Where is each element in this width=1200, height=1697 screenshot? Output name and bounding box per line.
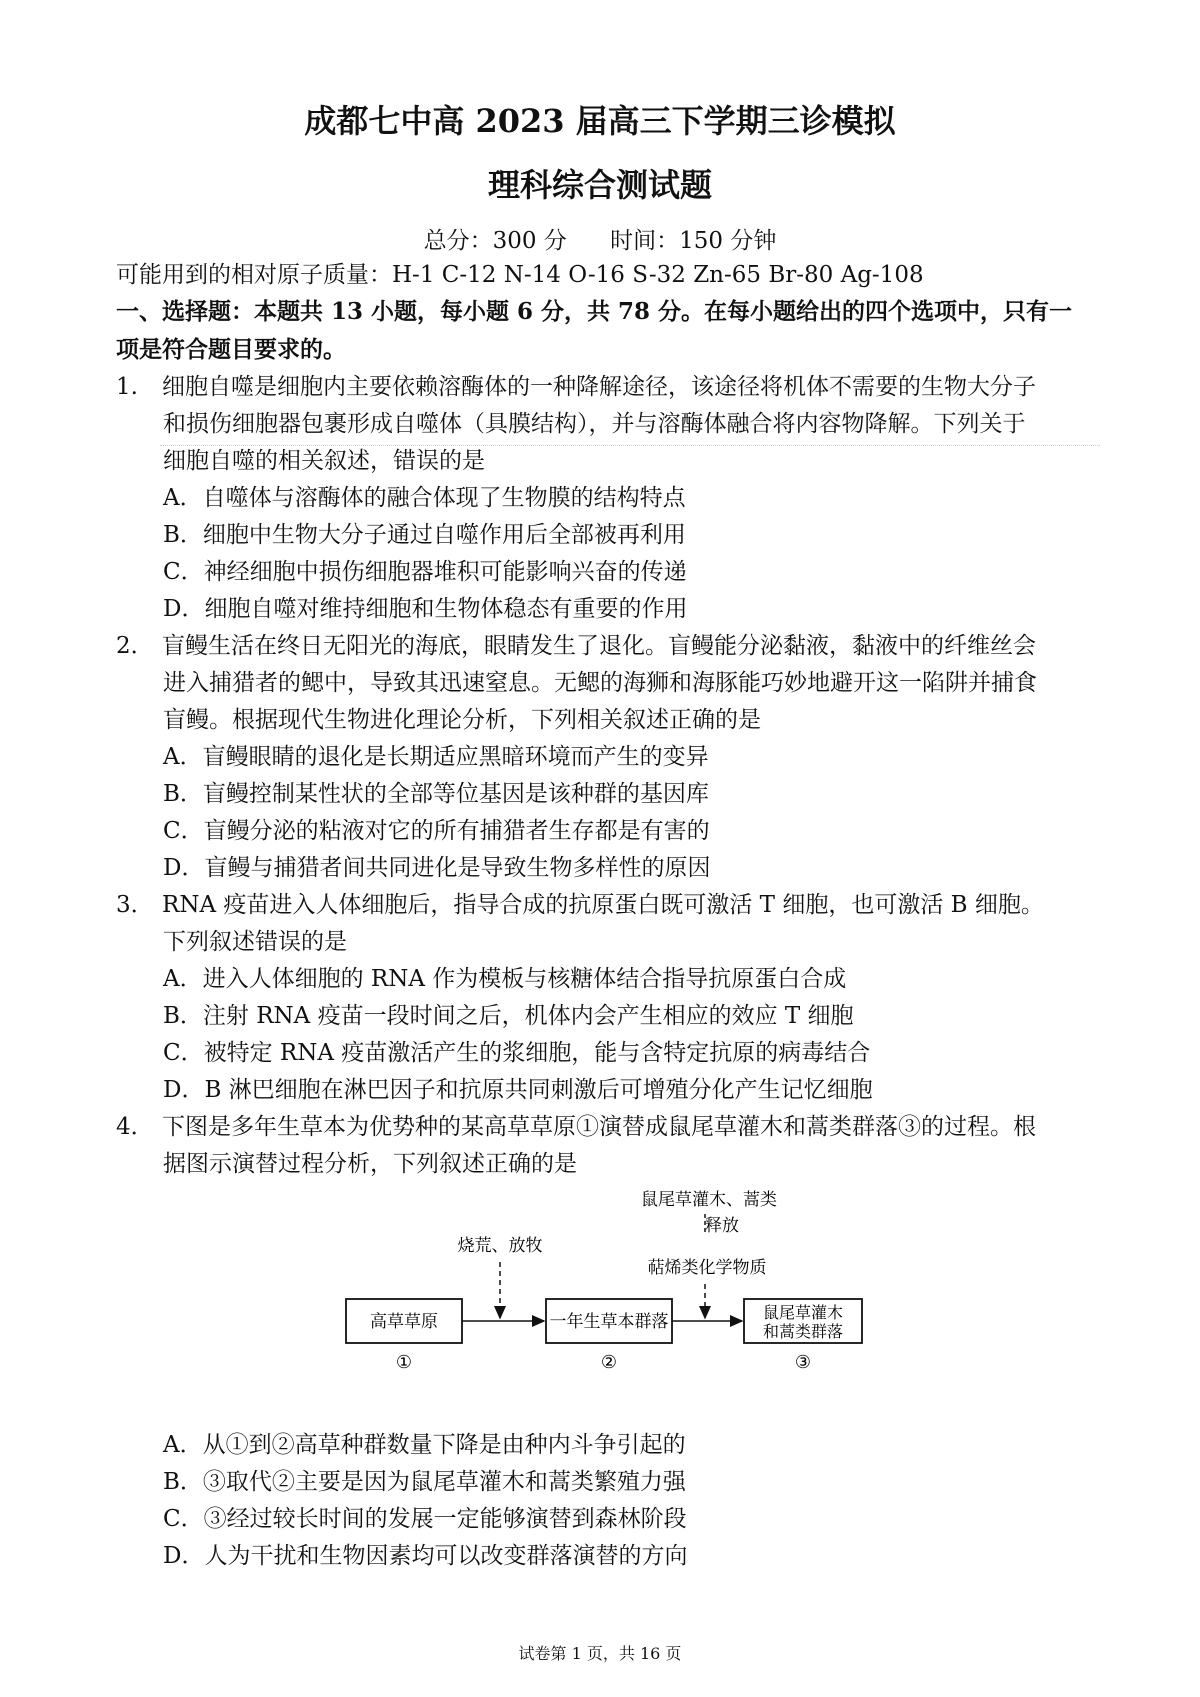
section-heading-line1: 一、选择题：本题共 13 小题，每小题 6 分，共 78 分。在每小题给出的四个选项中，只有一 bbox=[116, 298, 1073, 325]
question-text: RNA 疫苗进入人体细胞后，指导合成的抗原蛋白既可激活 T 细胞，也可激活 B 细胞。 bbox=[162, 892, 1044, 918]
box-tall-grassland-label: 高草草原 bbox=[370, 1312, 438, 1332]
question-text: 进入捕猎者的鳃中，导致其迅速窒息。无鳃的海狮和海豚能巧妙地避开这一陷阱并捕食 bbox=[163, 670, 1037, 696]
question-text: 下图是多年生草本为优势种的某高草草原①演替成鼠尾草灌木和蒿类群落③的过程。根 bbox=[162, 1114, 1036, 1140]
option-b: B．细胞中生物大分子通过自噬作用后全部被再利用 bbox=[163, 522, 686, 548]
question-number: 3． bbox=[116, 892, 154, 918]
factor-terpene-label: 萜烯类化学物质 bbox=[647, 1258, 767, 1278]
label-circle-1: ① bbox=[395, 1352, 413, 1373]
option-a: A．自噬体与溶酶体的融合体现了生物膜的结构特点 bbox=[163, 485, 686, 511]
question-1 bbox=[116, 373, 1036, 401]
question-number: 4． bbox=[116, 1114, 154, 1140]
option-a: A．进入人体细胞的 RNA 作为模板与核糖体结合指导抗原蛋白合成 bbox=[163, 966, 847, 992]
question-text: 和损伤细胞器包裹形成自噬体（具膜结构），并与溶酶体融合将内容物降解。下列关于 bbox=[163, 411, 1026, 437]
option-d: D．人为干扰和生物因素均可以改变群落演替的方向 bbox=[163, 1543, 688, 1569]
option-b: B．③取代②主要是因为鼠尾草灌木和蒿类繁殖力强 bbox=[163, 1469, 686, 1495]
exam-subtitle: 理科综合测试题 bbox=[487, 166, 712, 204]
label-circle-3: ③ bbox=[794, 1352, 812, 1373]
option-a: A．从①到②高草种群数量下降是由种内斗争引起的 bbox=[163, 1432, 686, 1458]
option-c: C．被特定 RNA 疫苗激活产生的浆细胞，能与含特定抗原的病毒结合 bbox=[163, 1040, 871, 1066]
exam-title: 成都七中高 2023 届高三下学期三诊模拟 bbox=[304, 102, 896, 140]
option-b: B．注射 RNA 疫苗一段时间之后，机体内会产生相应的效应 T 细胞 bbox=[163, 1003, 854, 1029]
question-number: 2． bbox=[116, 633, 154, 659]
question-number: 1. bbox=[116, 374, 138, 400]
option-d: D．B 淋巴细胞在淋巴因子和抗原共同刺激后可增殖分化产生记忆细胞 bbox=[163, 1077, 873, 1103]
option-a: A．盲鳗眼睛的退化是长期适应黑暗环境而产生的变异 bbox=[163, 744, 709, 770]
succession-diagram bbox=[0, 1180, 1200, 1380]
option-c: C．③经过较长时间的发展一定能够演替到森林阶段 bbox=[163, 1506, 687, 1532]
factor-shrub-label: 鼠尾草灌木、蒿类 bbox=[641, 1190, 777, 1210]
label-circle-2: ② bbox=[600, 1352, 618, 1373]
box-shrub-community-line2: 和蒿类群落 bbox=[762, 1322, 844, 1341]
option-c: C．盲鳗分泌的粘液对它的所有捕猎者生存都是有害的 bbox=[163, 818, 710, 844]
factor-release-label: 释放 bbox=[705, 1216, 739, 1236]
question-text: 据图示演替过程分析，下列叙述正确的是 bbox=[163, 1151, 577, 1177]
question-3 bbox=[116, 891, 1044, 919]
score-time-line bbox=[0, 222, 1200, 255]
question-text: 盲鳗。根据现代生物进化理论分析，下列相关叙述正确的是 bbox=[163, 707, 761, 733]
total-score: 总分：300 分 bbox=[423, 228, 567, 254]
divider bbox=[160, 445, 1100, 446]
option-b: B．盲鳗控制某性状的全部等位基因是该种群的基因库 bbox=[163, 781, 709, 807]
question-text: 下列叙述错误的是 bbox=[163, 929, 347, 955]
page-footer: 试卷第 1 页，共 16 页 bbox=[518, 1644, 682, 1663]
question-text: 盲鳗生活在终日无阳光的海底，眼睛发生了退化。盲鳗能分泌黏液，黏液中的纤维丝会 bbox=[162, 633, 1036, 659]
question-text: 细胞自噬是细胞内主要依赖溶酶体的一种降解途径，该途径将机体不需要的生物大分子 bbox=[162, 374, 1036, 400]
question-text: 细胞自噬的相关叙述，错误的是 bbox=[163, 448, 485, 474]
option-c: C．神经细胞中损伤细胞器堆积可能影响兴奋的传递 bbox=[163, 559, 687, 585]
question-4 bbox=[116, 1113, 1036, 1141]
question-2 bbox=[116, 632, 1036, 660]
option-d: D．细胞自噬对维持细胞和生物体稳态有重要的作用 bbox=[163, 596, 688, 622]
option-d: D．盲鳗与捕猎者间共同进化是导致生物多样性的原因 bbox=[163, 855, 711, 881]
time-limit: 时间：150 分钟 bbox=[610, 228, 777, 254]
box-shrub-community-line1: 鼠尾草灌木 bbox=[762, 1303, 844, 1322]
box-annual-herb-label: 一年生草本群落 bbox=[549, 1312, 669, 1332]
factor-burning-grazing: 烧荒、放牧 bbox=[457, 1236, 543, 1256]
atomic-masses: 可能用到的相对原子质量：H-1 C-12 N-14 O-16 S-32 Zn-65 Br-80 Ag-108 bbox=[116, 262, 924, 288]
section-heading-line2: 项是符合题目要求的。 bbox=[116, 336, 346, 363]
